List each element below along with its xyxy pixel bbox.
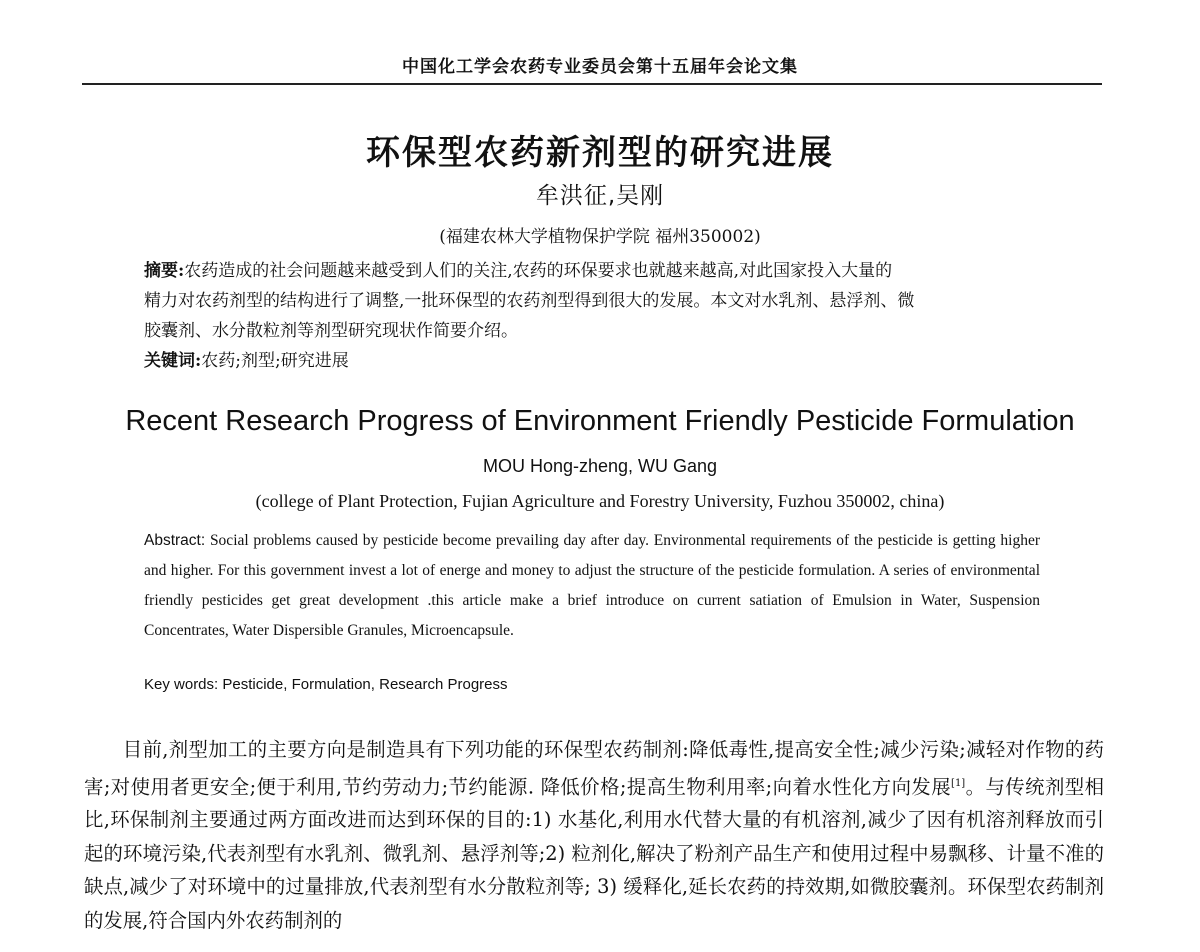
abstract-en [144, 526, 1040, 646]
citation-ref[interactable]: [1] [951, 777, 966, 789]
running-header: 中国化工学会农药专业委员会第十五届年会论文集 [402, 57, 798, 77]
abstract-cn-line: 精力对农药剂型的结构进行了调整,一批环保型的农药剂型得到很大的发展。本文对水乳剂、悬浮剂、微 [144, 291, 915, 311]
keywords-en: Key words: Pesticide, Formulation, Research Progress [144, 676, 508, 693]
abstract-cn-label: 摘要: [144, 261, 185, 281]
abstract-cn-line: 摘要:农药造成的社会问题越来越受到人们的关注,农药的环保要求也就越来越高,对此国家投入大量的 [144, 261, 893, 281]
affiliation-cn: (福建农林大学植物保护学院 福州350002) [439, 227, 761, 247]
abstract-cn-line: 胶囊剂、水分散粒剂等剂型研究现状作简要介绍。 [144, 321, 518, 341]
authors-en: MOU Hong-zheng, WU Gang [482, 456, 718, 476]
abstract-en-text: Social problems caused by pesticide become prevailing day after day. Environmental requirements of the pesticide is getting higher and higher. For this government invest a lot of energe and money to adjust the structure of the pesticide formulation. A series of environmental friendly pesticides get great development .this article make a brief introduce on current satiation of Emulsion in Water, Suspension Concentrates, Water Dispersible Granules, Microencapsule. [144, 532, 1040, 639]
keywords-en-label: Key words: [144, 676, 219, 693]
abstract-cn [144, 256, 1074, 376]
body-text [84, 733, 1104, 937]
abstract-en-label: Abstract: [144, 532, 206, 549]
paper-title-cn: 环保型农药新剂型的研究进展 [366, 133, 834, 173]
affiliation-en: (college of Plant Protection, Fujian Agriculture and Forestry University, Fuzhou 350002, china) [255, 491, 945, 511]
header-rule [82, 83, 1102, 85]
keywords-cn-label: 关键词: [144, 351, 202, 371]
paper-title-en: Recent Research Progress of Environment Friendly Pesticide Formulation [125, 405, 1075, 437]
authors-cn: 牟洪征,吴刚 [535, 183, 665, 209]
body-paragraph: 目前,剂型加工的主要方向是制造具有下列功能的环保型农药制剂:降低毒性,提高安全性;减少污染;减轻对作物的药害;对使用者更安全;便于利用,节约劳动力;节约能源. 降低价格;提高生物利用率;向着水性化方向发展[1]。与传统剂型相比,环保制剂主要通过两方面改进而达到环保的目的:1) 水基化,利用水代替大量的有机溶剂,减少了因有机溶剂释放而引起的环境污染,代表剂型有水乳剂、微乳剂、悬浮剂等;2) 粒剂化,解决了粉剂产品生产和使用过程中易飘移、计量不准的缺点,减少了对环境中的过量排放,代表剂型有水分散粒剂等; 3) 缓释化,延长农药的持效期,如微胶囊剂。环保型农药制剂的发展,符合国内外农药制剂的 [84, 738, 1104, 932]
keywords-cn: 关键词:农药;剂型;研究进展 [144, 351, 349, 371]
